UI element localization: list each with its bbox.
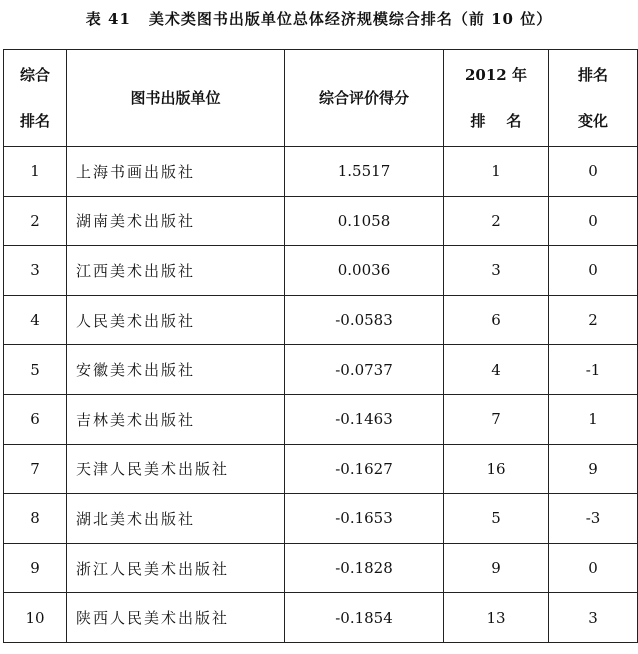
rank-cell: 6 [4,394,67,444]
unit-cell: 浙江人民美术出版社 [67,543,285,593]
table-row [4,593,638,643]
unit-cell: 陕西人民美术出版社 [67,593,285,643]
change-cell: 0 [549,196,638,246]
header-prev-rank-line1: 2012 年 [465,66,527,84]
prev-rank-cell: 2 [444,196,549,246]
prev-rank-cell: 7 [444,394,549,444]
table-caption [0,8,638,29]
unit-cell: 吉林美术出版社 [67,394,285,444]
rank-cell: 9 [4,543,67,593]
rank-cell: 10 [4,593,67,643]
header-rank-line1: 综合 [19,66,50,84]
score-cell: -0.0583 [285,295,444,345]
change-cell: 9 [549,444,638,494]
table-row [4,196,638,246]
header-change-line1: 排名 [577,66,608,84]
table-row [4,246,638,296]
prev-rank-cell: 6 [444,295,549,345]
prev-rank-cell: 9 [444,543,549,593]
header-change-line2: 变化 [577,112,608,130]
table-body [4,147,638,643]
header-row [4,50,638,147]
unit-cell: 湖南美术出版社 [67,196,285,246]
prev-rank-cell: 3 [444,246,549,296]
header-rank [4,50,67,147]
score-cell: -0.0737 [285,345,444,395]
rank-cell: 1 [4,147,67,197]
unit-cell: 天津人民美术出版社 [67,444,285,494]
unit-cell: 上海书画出版社 [67,147,285,197]
unit-cell: 人民美术出版社 [67,295,285,345]
prev-rank-cell: 4 [444,345,549,395]
score-cell: -0.1627 [285,444,444,494]
ranking-table [3,49,638,643]
change-cell: 2 [549,295,638,345]
header-prev-rank [444,50,549,147]
prev-rank-cell: 16 [444,444,549,494]
score-cell: 1.5517 [285,147,444,197]
table-row [4,394,638,444]
table-title: 美术类图书出版单位总体经济规模综合排名（前 10 位） [148,10,553,28]
table-row [4,345,638,395]
change-cell: 0 [549,246,638,296]
change-cell: 0 [549,543,638,593]
table-row [4,543,638,593]
header-prev-rank-line2: 排 名 [470,112,522,130]
unit-cell: 安徽美术出版社 [67,345,285,395]
unit-cell: 江西美术出版社 [67,246,285,296]
rank-cell: 7 [4,444,67,494]
table-row [4,444,638,494]
prev-rank-cell: 1 [444,147,549,197]
score-cell: -0.1854 [285,593,444,643]
unit-cell: 湖北美术出版社 [67,494,285,544]
header-rank-line2: 排名 [19,112,50,130]
score-cell: -0.1653 [285,494,444,544]
score-cell: 0.1058 [285,196,444,246]
prev-rank-cell: 13 [444,593,549,643]
table-row [4,147,638,197]
rank-cell: 5 [4,345,67,395]
rank-cell: 2 [4,196,67,246]
score-cell: -0.1828 [285,543,444,593]
header-score: 综合评价得分 [285,50,444,147]
change-cell: -3 [549,494,638,544]
rank-cell: 3 [4,246,67,296]
change-cell: 0 [549,147,638,197]
score-cell: -0.1463 [285,394,444,444]
table-row [4,494,638,544]
change-cell: 1 [549,394,638,444]
header-change [549,50,638,147]
prev-rank-cell: 5 [444,494,549,544]
table-number: 表 41 [85,10,131,28]
change-cell: 3 [549,593,638,643]
rank-cell: 4 [4,295,67,345]
table-row [4,295,638,345]
change-cell: -1 [549,345,638,395]
rank-cell: 8 [4,494,67,544]
score-cell: 0.0036 [285,246,444,296]
header-unit: 图书出版单位 [67,50,285,147]
